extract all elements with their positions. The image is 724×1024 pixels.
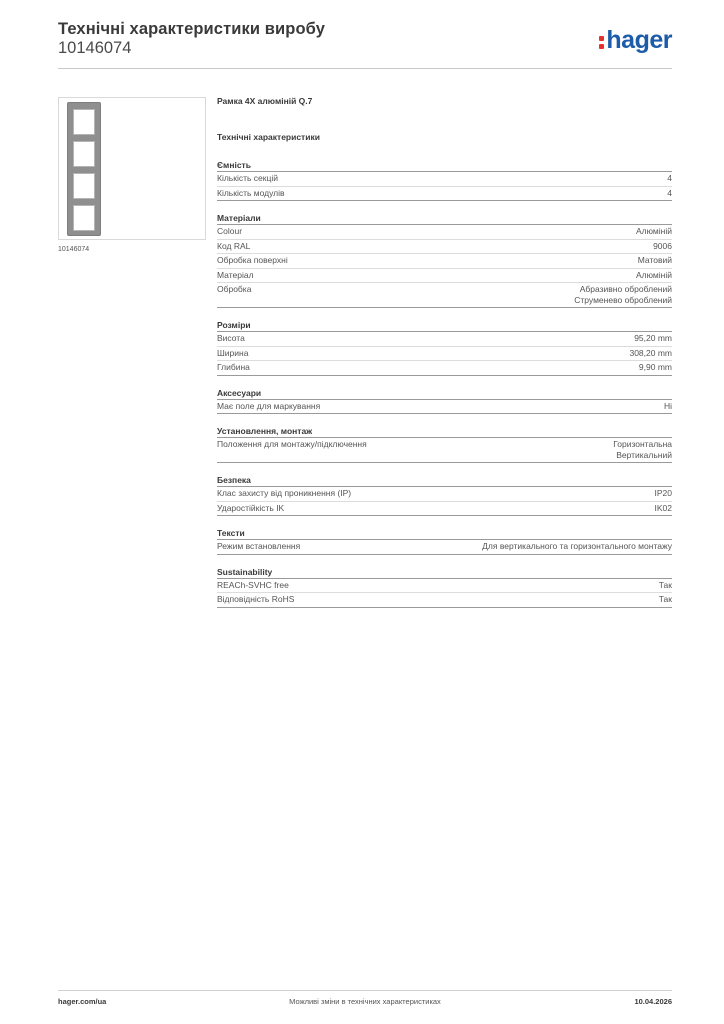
frame-opening (73, 141, 95, 167)
spec-value-line: Ні (663, 400, 672, 411)
spec-value-line: 95,20 mm (634, 333, 672, 343)
header-divider (58, 68, 672, 69)
spec-group (217, 386, 672, 415)
spec-group (217, 424, 672, 463)
spec-value (248, 348, 672, 359)
spec-value (250, 241, 672, 252)
spec-value-line: IP20 (654, 488, 672, 498)
spec-value-line: IK02 (654, 502, 672, 513)
spec-label: Клас захисту від проникнення (IP) (217, 488, 352, 498)
spec-row (217, 283, 672, 308)
spec-value (245, 333, 672, 344)
spec-group (217, 158, 672, 201)
spec-group-title: Безпека (217, 473, 672, 487)
footer-date: 10.04.2026 (634, 997, 672, 1006)
spec-value (351, 488, 672, 499)
spec-row (217, 593, 672, 608)
spec-row (217, 240, 672, 255)
page-footer (58, 997, 672, 1009)
spec-row (217, 332, 672, 347)
spec-label: Ударостійкість IK (217, 502, 285, 513)
spec-content (217, 96, 672, 608)
spec-label: Режим встановлення (217, 541, 301, 551)
spec-group (217, 211, 672, 308)
spec-value (294, 594, 672, 605)
spec-group (217, 318, 672, 376)
spec-row (217, 361, 672, 376)
spec-group-title: Тексти (217, 526, 672, 540)
spec-row (217, 225, 672, 240)
spec-row (217, 502, 672, 517)
spec-group-title: Установлення, монтаж (217, 424, 672, 438)
spec-value-line: Горизонтальна (613, 439, 672, 449)
spec-value-line: Алюміній (636, 226, 672, 236)
spec-label: Кількість секцій (217, 173, 278, 183)
spec-value-line: 9006 (653, 240, 672, 251)
spec-label: Кількість модулів (217, 187, 285, 198)
spec-value-line: Для вертикального та горизонтального монтажу (482, 541, 672, 551)
spec-group-title: Розміри (217, 318, 672, 332)
spec-value (289, 580, 672, 591)
spec-value (278, 173, 672, 184)
spec-value-line: Так (658, 579, 672, 590)
spec-value (320, 401, 672, 412)
spec-value-line: Вертикальний (616, 449, 672, 460)
spec-group (217, 526, 672, 555)
spec-row (217, 269, 672, 284)
spec-label: Обробка (217, 284, 252, 294)
spec-row (217, 347, 672, 362)
spec-value-line: 4 (667, 187, 672, 198)
spec-label: Відповідність RoHS (217, 594, 295, 604)
spec-label: Висота (217, 333, 245, 343)
logo-text: hager (606, 26, 672, 54)
spec-value (284, 503, 672, 514)
spec-row (217, 172, 672, 187)
spec-row (217, 438, 672, 463)
spec-value-line: 4 (667, 173, 672, 183)
frame-opening (73, 205, 95, 231)
spec-group-title: Ємність (217, 158, 672, 172)
spec-row (217, 540, 672, 555)
image-caption: 10146074 (58, 246, 90, 253)
spec-value-line: 308,20 mm (629, 347, 672, 358)
footer-disclaimer: Можливі зміни в технічних характеристиках (289, 997, 441, 1006)
spec-label: Обробка поверхні (217, 255, 288, 265)
spec-group-title: Аксесуари (217, 386, 672, 400)
spec-label: Colour (217, 226, 243, 236)
spec-label: Положення для монтажу/підключення (217, 439, 367, 449)
spec-value-line: Абразивно оброблений (579, 284, 672, 294)
spec-label: Ширина (217, 347, 249, 358)
spec-label: REACh-SVHC free (217, 579, 289, 590)
spec-value (300, 541, 672, 552)
spec-label: Матеріал (217, 269, 254, 280)
page-header (58, 20, 672, 70)
spec-value-line: 9,90 mm (638, 362, 672, 372)
spec-value (288, 255, 672, 266)
product-image (58, 97, 206, 240)
hager-logo[interactable] (599, 26, 672, 55)
spec-row (217, 400, 672, 415)
footer-website-link[interactable]: hager.com/ua (58, 997, 107, 1006)
spec-section-heading: Технічні характеристики (217, 132, 320, 142)
spec-value (242, 226, 672, 237)
document-number: 10146074 (58, 39, 132, 57)
spec-value-line: Алюміній (636, 269, 672, 280)
spec-group (217, 473, 672, 516)
spec-value-line: Струменево оброблений (574, 294, 672, 305)
document-title: Технічні характеристики виробу (58, 20, 325, 38)
spec-groups (217, 158, 672, 608)
spec-label: Має поле для маркування (217, 400, 321, 411)
product-name: Рамка 4X алюміній Q.7 (217, 96, 313, 106)
spec-value-line: Матовий (637, 255, 672, 265)
spec-value (250, 362, 672, 373)
spec-value (285, 188, 672, 199)
frame-opening (73, 173, 95, 199)
spec-row (217, 487, 672, 502)
spec-value-line: Так (658, 594, 672, 604)
spec-group-title: Матеріали (217, 211, 672, 225)
spec-value (251, 284, 672, 305)
frame-opening (73, 109, 95, 135)
spec-row (217, 579, 672, 594)
spec-value (254, 270, 672, 281)
spec-group-title: Sustainability (217, 565, 672, 579)
spec-group (217, 565, 672, 608)
spec-row (217, 254, 672, 269)
spec-label: Код RAL (217, 240, 251, 251)
spec-row (217, 187, 672, 202)
spec-value (367, 439, 672, 460)
spec-label: Глибина (217, 362, 250, 372)
footer-divider (58, 990, 672, 991)
logo-dots-icon (599, 34, 605, 49)
frame-4x-icon (67, 102, 101, 236)
